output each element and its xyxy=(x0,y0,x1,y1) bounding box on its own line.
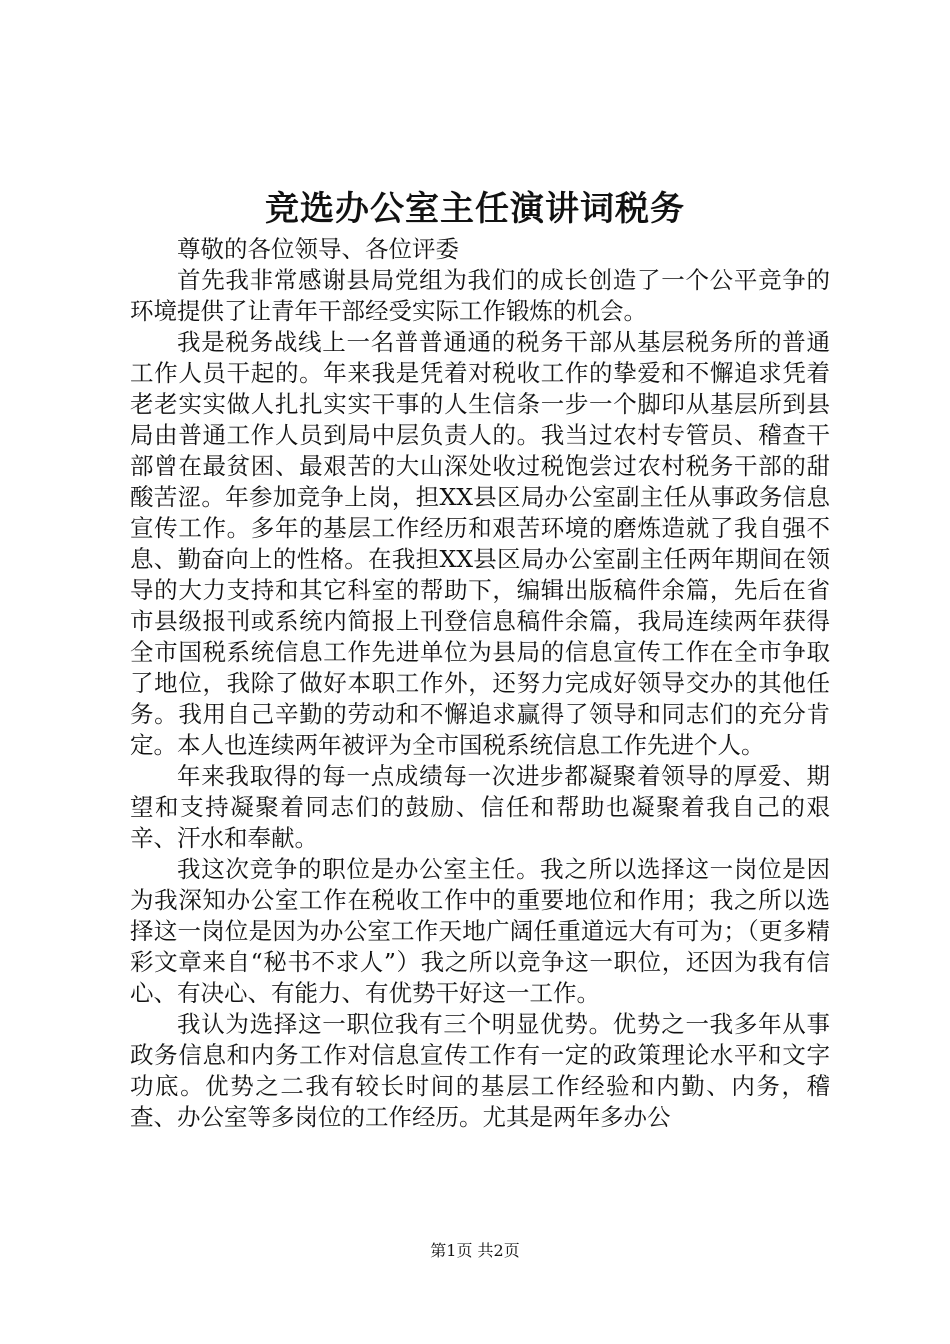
body-paragraph: 我这次竞争的职位是办公室主任。我之所以选择这一岗位是因为我深知办公室工作在税收工作中的重要地位和作用；我之所以选择这一岗位是因为办公室工作天地广阔任重道远大有可为；（更多精彩文章来自“秘书不求人”）我之所以竞争这一职位，还因为我有信心、有决心、有能力、有优势干好这一工作。 xyxy=(130,855,830,1007)
document-title: 竞选办公室主任演讲词税务 xyxy=(265,189,685,229)
body-paragraph: 我认为选择这一职位我有三个明显优势。优势之一我多年从事政务信息和内务工作对信息宣传工作有一定的政策理论水平和文字功底。优势之二我有较长时间的基层工作经验和内勤、内务，稽查、办公室等多岗位的工作经历。尤其是两年多办公 xyxy=(130,1010,830,1131)
body-paragraph: 年来我取得的每一点成绩每一次进步都凝聚着领导的厚爱、期望和支持凝聚着同志们的鼓励、信任和帮助也凝聚着我自己的艰辛、汗水和奉献。 xyxy=(130,762,830,852)
body-paragraph: 我是税务战线上一名普普通通的税务干部从基层税务所的普通工作人员干起的。年来我是凭着对税收工作的挚爱和不懈追求凭着老老实实做人扎扎实实干事的人生信条一步一个脚印从基层所到县局由普通工作人员到局中层负责人的。我当过农村专管员、稽查干部曾在最贫困、最艰苦的大山深处收过税饱尝过农村税务干部的甜酸苦涩。年参加竞争上岗，担XX县区局办公室副主任从事政务信息宣传工作。多年的基层工作经历和艰苦环境的磨炼造就了我自强不息、勤奋向上的性格。在我担XX县区局办公室副主任两年期间在领导的大力支持和其它科室的帮助下，编辑出版稿件余篇，先后在省市县级报刊或系统内简报上刊登信息稿件余篇，我局连续两年获得全市国税系统信息工作先进单位为县局的信息宣传工作在全市争取了地位，我除了做好本职工作外，还努力完成好领导交办的其他任务。我用自己辛勤的劳动和不懈追求赢得了领导和同志们的充分肯定。本人也连续两年被评为全市国税系统信息工作先进个人。 xyxy=(130,328,830,759)
body-paragraph: 首先我非常感谢县局党组为我们的成长创造了一个公平竞争的环境提供了让青年干部经受实际工作锻炼的机会。 xyxy=(130,266,830,325)
page-number-footer: 第1页 共2页 xyxy=(430,1241,520,1260)
document-body xyxy=(130,234,830,1133)
salutation-paragraph: 尊敬的各位领导、各位评委 xyxy=(177,235,459,263)
